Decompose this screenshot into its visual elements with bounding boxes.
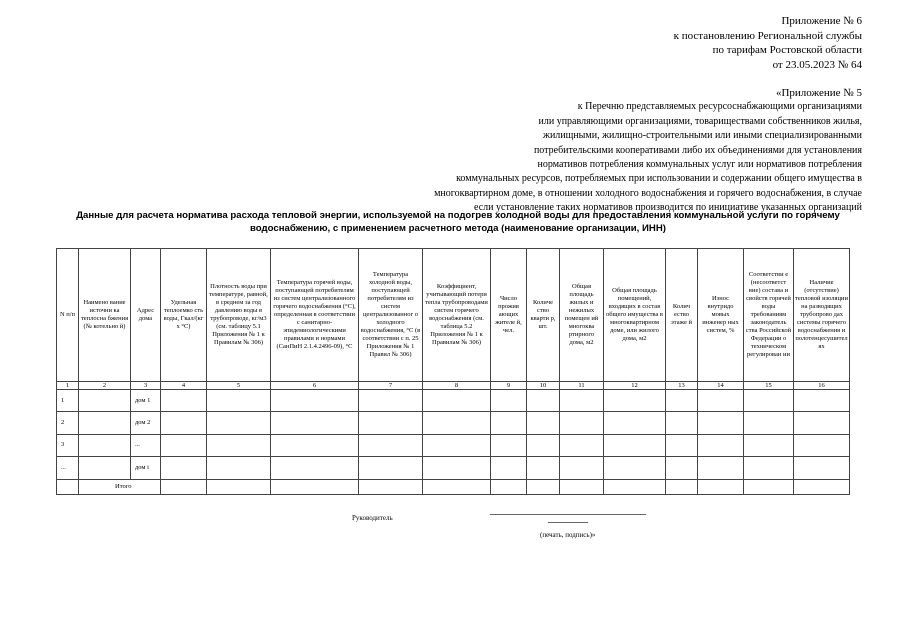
column-number: 16 (794, 382, 850, 390)
column-header: Удельная теплоемко сть воды, Гкал/(кг x °C) (161, 249, 207, 382)
row-number: 2 (57, 412, 79, 434)
appendix-line: от 23.05.2023 № 64 (772, 58, 862, 71)
house-address: ... (131, 434, 161, 456)
column-number: 3 (131, 382, 161, 390)
column-header: Адрес дома (131, 249, 161, 382)
title-line-1: Данные для расчета норматива расхода тепловой энергии, используемой на подогрев холодной воды для предоставления коммунальной услуги по горячему (76, 210, 840, 221)
column-number: 8 (423, 382, 491, 390)
prev-appendix-line: или управляющими организациями, товариществами собственников жилья, (538, 115, 862, 127)
previous-appendix-header (362, 86, 862, 216)
table-row (57, 390, 850, 412)
column-number: 11 (560, 382, 604, 390)
column-header: Коэффициент, учитывающий потери тепла трубопроводами систем горячего водоснабжения (см. таблица 5.2 Приложения № 1 к Правилам № 306) (423, 249, 491, 382)
column-number: 4 (161, 382, 207, 390)
column-number: 1 (57, 382, 79, 390)
column-number: 7 (359, 382, 423, 390)
column-number: 10 (527, 382, 560, 390)
column-number: 6 (271, 382, 359, 390)
column-header: Наличие (отсутствие) тепловой изоляции на разводящих трубопрово дах системы горячего водоснабжения и полотенцесушителях (794, 249, 850, 382)
column-header: Температура холодной воды, поступающей потребителям из систем централизованног о холодного водоснабжения, °C (в соответствии с п. 25 Приложения № 1 Правил № 306) (359, 249, 423, 382)
column-header: Температура горячей воды, поступающей потребителям из систем централизованного горячего водоснабжения (°C), определенная в соответствии с санитарно-эпидемиологическими правилами и нормами (СанПиН 2.1.4.2496-09), °C (271, 249, 359, 382)
title-line-2: водоснабжению, с применением расчетного метода (наименование организации, ИНН) (250, 222, 666, 234)
column-header: Колич ество этаже й (666, 249, 698, 382)
row-number: ... (57, 457, 79, 479)
prev-appendix-line: коммунальных ресурсов, потребляемых при использовании и содержании общего имущества в (456, 173, 862, 185)
prev-appendix-line: жилищными, жилищно-строительными или иными специализированными (543, 130, 862, 142)
column-number: 12 (604, 382, 666, 390)
column-number: 14 (698, 382, 744, 390)
column-header: Соответстви е (несоответст вие) состава и свойств горячей воды требованиям законодатель ства Российской Федерации о техническом регулирован ии (744, 249, 794, 382)
column-number: 5 (207, 382, 271, 390)
column-header: Общая площадь помещений, входящих в состав общего имущества в многоквартирном доме, или жилого дома, м2 (604, 249, 666, 382)
table-row (57, 434, 850, 456)
document-title (60, 210, 856, 235)
signature-label: Руководитель (352, 514, 393, 522)
column-number: 15 (744, 382, 794, 390)
appendix-line: Приложение № 6 (781, 15, 862, 27)
column-header: Общая площадь жилых и нежилых помещен ий многоква ртирного дома, м2 (560, 249, 604, 382)
signature-subline (548, 522, 588, 523)
house-address: дом i (131, 457, 161, 479)
total-row (57, 479, 850, 494)
table-row (57, 457, 850, 479)
row-number: 3 (57, 434, 79, 456)
column-number: 2 (79, 382, 131, 390)
appendix-line: по тарифам Ростовской области (712, 44, 862, 56)
column-number: 9 (491, 382, 527, 390)
signature-line (490, 514, 646, 515)
appendix-line: к постановлению Региональной службы (673, 29, 862, 42)
column-header: Наимено вание источни ка теплосна бжения (№ котельно й) (79, 249, 131, 382)
column-header: Плотность воды при температуре, равной, в среднем за год давлению воды в трубопроводе, кг/м3 (см. таблицу 5.1 Приложения № 1 к Правилам № 306) (207, 249, 271, 382)
total-label: Итого (79, 479, 161, 494)
house-address: дом 1 (131, 390, 161, 412)
prev-appendix-line: к Перечню представляемых ресурсоснабжающими организациями (577, 101, 862, 113)
column-number-row (57, 382, 850, 390)
column-header: N п/п (57, 249, 79, 382)
column-header: Количе ство кварти р, шт. (527, 249, 560, 382)
column-header: Число прожив ающих жителе й, чел. (491, 249, 527, 382)
appendix-header (562, 14, 862, 72)
header-row (57, 249, 850, 382)
data-table (56, 248, 850, 495)
table-row (57, 412, 850, 434)
house-address: дом 2 (131, 412, 161, 434)
prev-appendix-line: нормативов потребления коммунальных услуг или нормативов потребления (537, 159, 862, 171)
column-number: 13 (666, 382, 698, 390)
row-number: 1 (57, 390, 79, 412)
prev-appendix-line: если установление таких нормативов производится по инициативе указанных организаций (474, 202, 862, 214)
prev-appendix-line: многоквартирном доме, в отношении холодного водоснабжения и горячего водоснабжения, в случае (434, 187, 862, 199)
column-header: Износ внутридо мовых инженер ных систем, % (698, 249, 744, 382)
signature-caption: (печать, подпись)» (540, 531, 596, 539)
prev-appendix-line: «Приложение № 5 (775, 87, 862, 99)
prev-appendix-line: потребительскими кооперативами либо их объединениями для установления (533, 144, 862, 156)
